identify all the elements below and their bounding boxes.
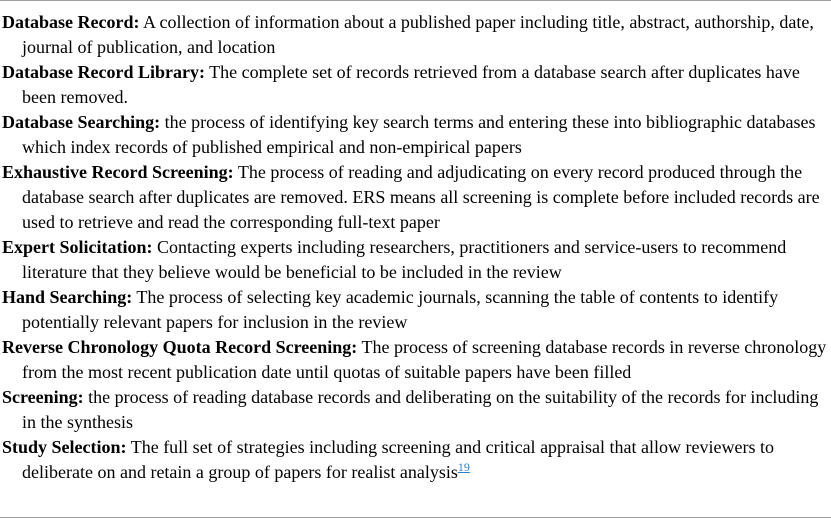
glossary-term: Database Record: xyxy=(2,12,140,32)
glossary-definition: Contacting experts including researchers, practitioners and service-users to recommend literature that they believe would be beneficial to be included in the review xyxy=(22,237,787,282)
glossary-entry-study-selection xyxy=(2,435,831,485)
glossary-entry-expert-solicitation xyxy=(2,235,831,285)
glossary-term: Study Selection: xyxy=(2,437,127,457)
glossary-entry-database-searching xyxy=(2,110,831,160)
glossary-entry-database-record xyxy=(2,10,831,60)
glossary-term: Exhaustive Record Screening: xyxy=(2,162,234,182)
glossary-definition: The full set of strategies including screening and critical appraisal that allow reviewers to deliberate on and retain a group of papers for realist analysis xyxy=(22,437,774,482)
glossary-definition: The process of selecting key academic journals, scanning the table of contents to identify potentially relevant papers for inclusion in the review xyxy=(22,287,779,332)
glossary-term: Hand Searching: xyxy=(2,287,133,307)
glossary-definition: The process of reading and adjudicating on every record produced through the database search after duplicates are removed. ERS means all screening is complete before included records are used to retrieve and read the corresponding full-text paper xyxy=(22,162,820,232)
reference-link[interactable]: 19 xyxy=(457,460,470,474)
glossary-definition: the process of reading database records and deliberating on the suitability of the records for including in the synthesis xyxy=(22,387,819,432)
glossary-entry-screening xyxy=(2,385,831,435)
glossary-term: Database Record Library: xyxy=(2,62,205,82)
glossary-definition: The process of screening database records in reverse chronology from the most recent publication date until quotas of suitable papers have been filled xyxy=(22,337,827,382)
glossary-entry-database-record-library xyxy=(2,60,831,110)
glossary-term: Screening: xyxy=(2,387,84,407)
glossary-entry-reverse-chronology-quota-record-screening xyxy=(2,335,831,385)
glossary-term: Reverse Chronology Quota Record Screening: xyxy=(2,337,358,357)
glossary-term: Expert Solicitation: xyxy=(2,237,153,257)
glossary-definition: A collection of information about a published paper including title, abstract, authorship, date, journal of publication, and location xyxy=(22,12,814,57)
glossary-list xyxy=(2,10,831,485)
glossary-term: Database Searching: xyxy=(2,112,161,132)
glossary-entry-exhaustive-record-screening xyxy=(2,160,831,235)
glossary-entry-hand-searching xyxy=(2,285,831,335)
glossary-definition: The complete set of records retrieved from a database search after duplicates have been removed. xyxy=(22,62,800,107)
glossary-definition: the process of identifying key search terms and entering these into bibliographic databases which index records of published empirical and non-empirical papers xyxy=(22,112,816,157)
